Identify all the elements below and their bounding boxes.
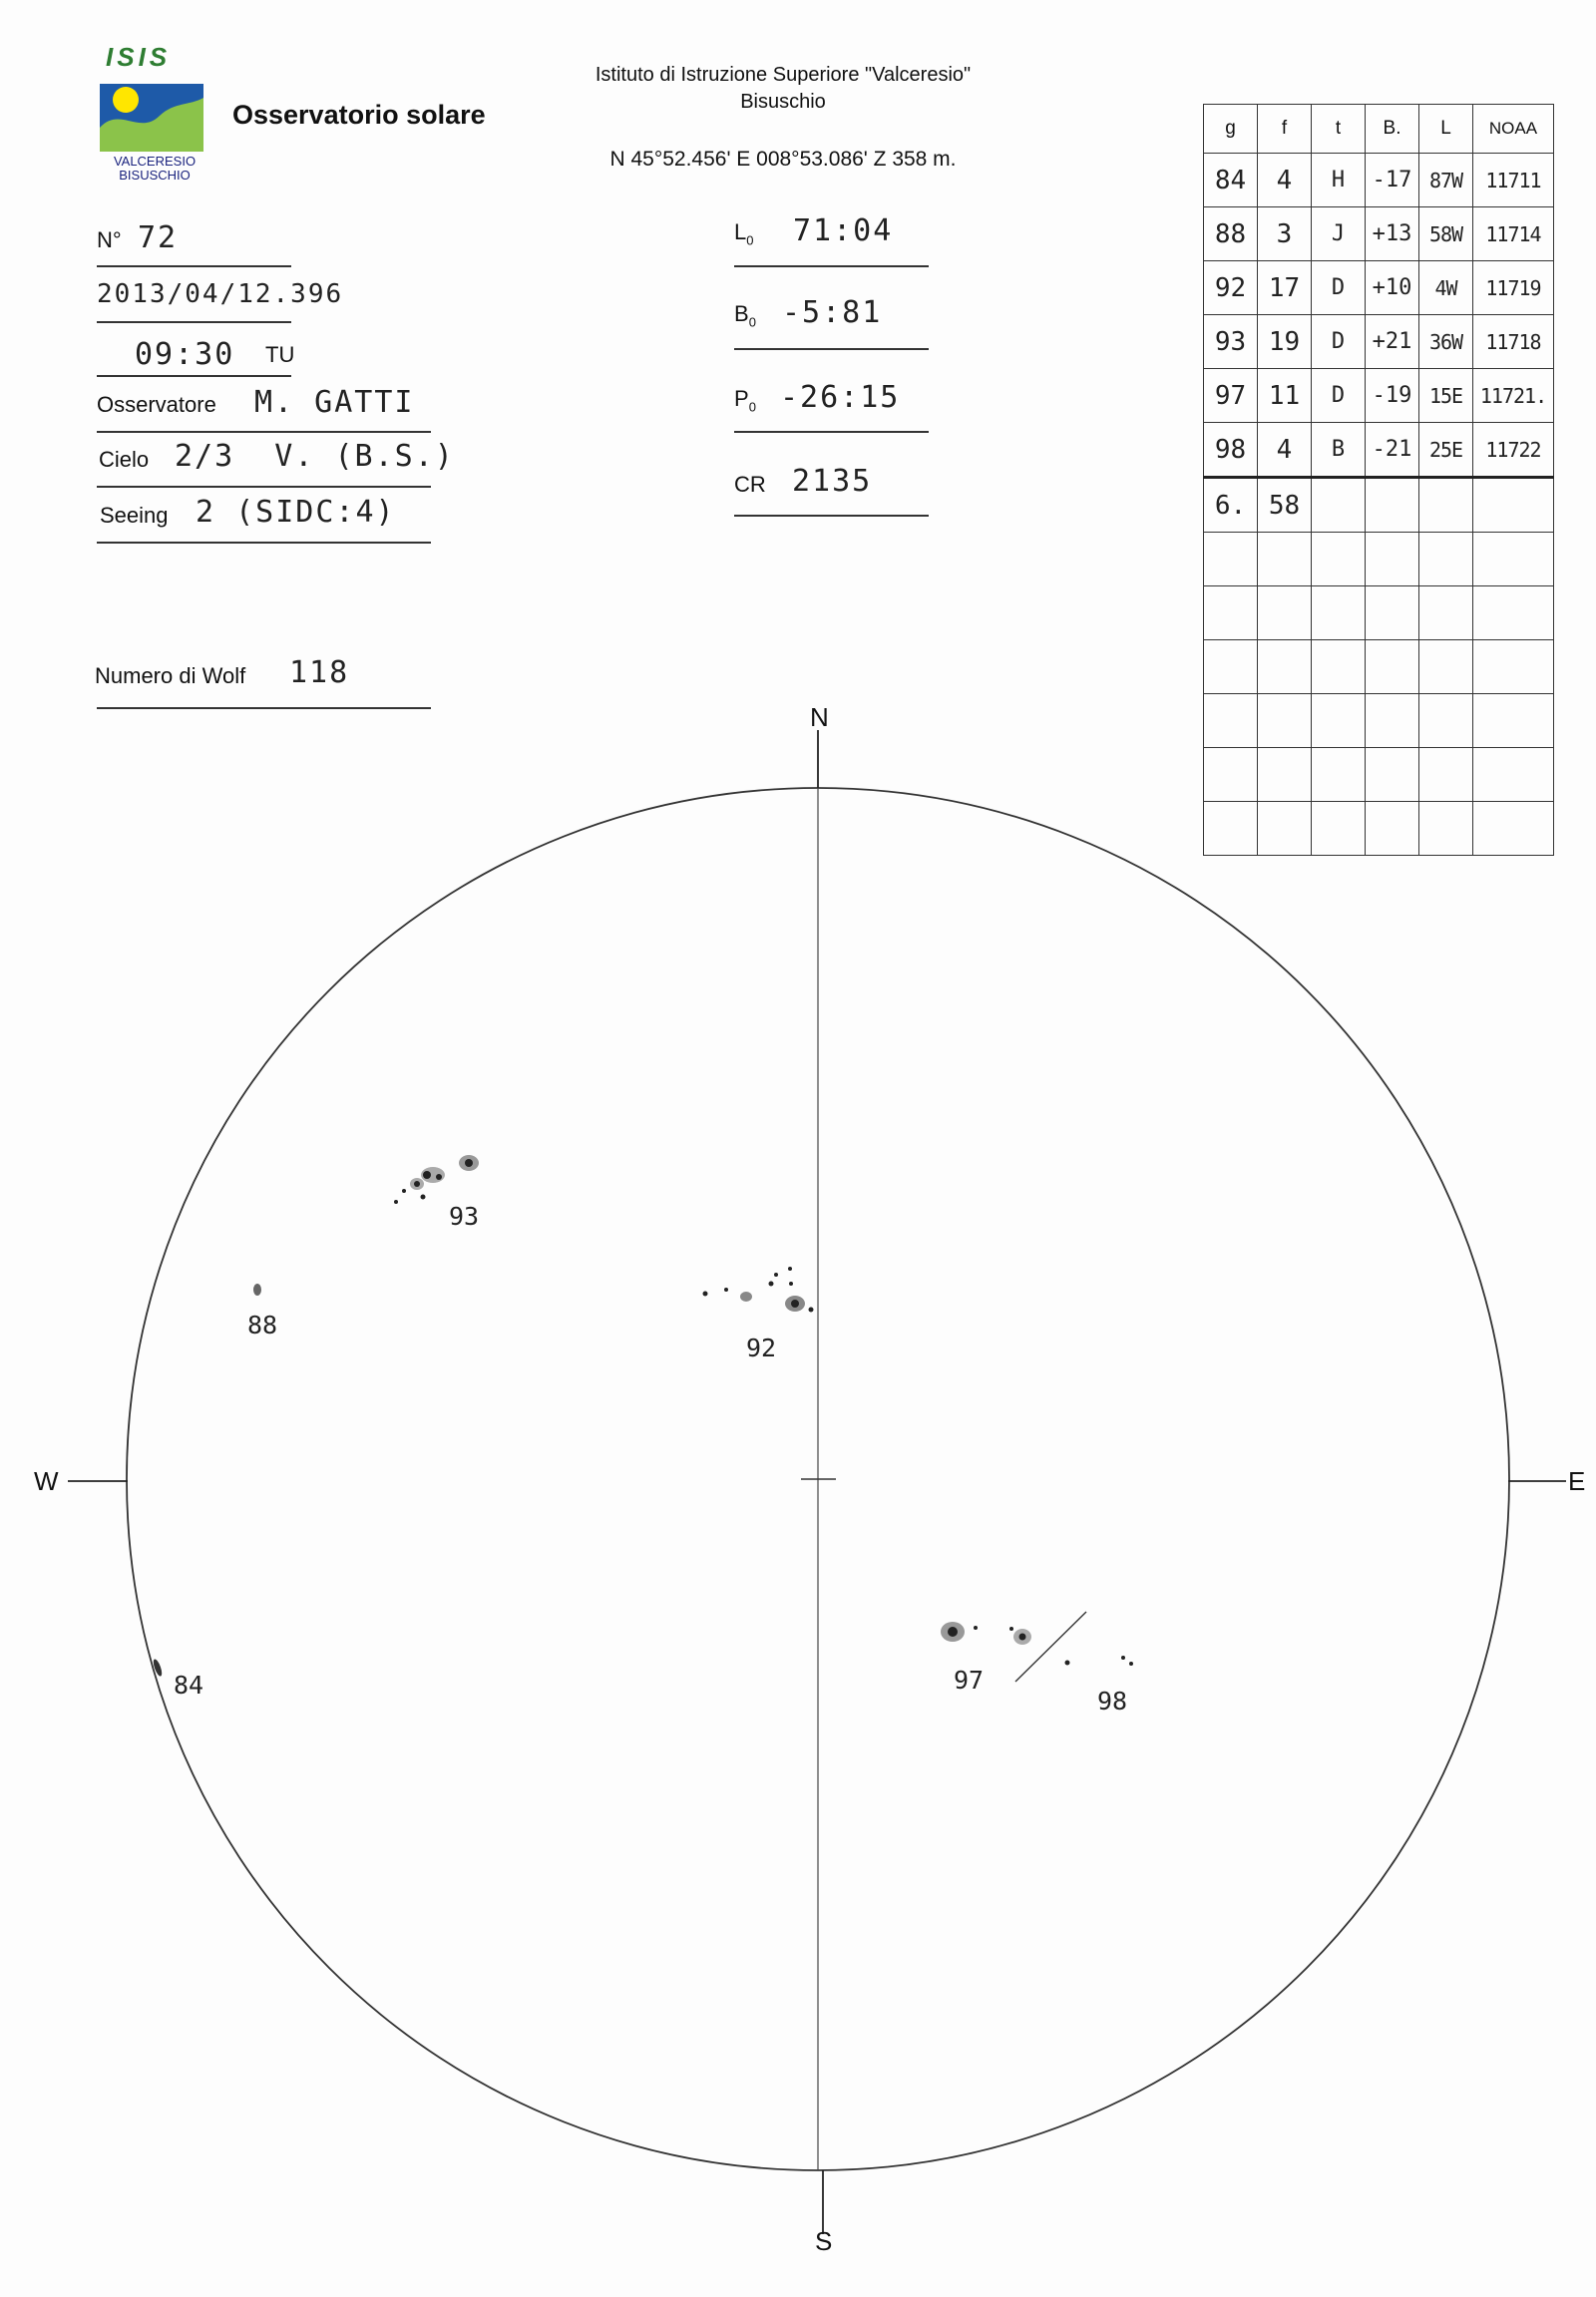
column-header-g: g — [1204, 105, 1258, 154]
l0-value: 71:04 — [793, 213, 894, 248]
cell-f: 17 — [1258, 261, 1312, 315]
cell-noaa: 11719 — [1473, 261, 1554, 315]
umbra — [948, 1627, 958, 1637]
spot — [1009, 1627, 1013, 1631]
group-separator-line — [1015, 1612, 1086, 1682]
number-value: 72 — [138, 220, 179, 255]
spot — [1065, 1661, 1070, 1666]
p0-value: -26:15 — [780, 380, 901, 415]
sunspot-group-97-label: 97 — [954, 1666, 985, 1695]
cell-f: 4 — [1258, 423, 1312, 478]
south-label: S — [815, 2226, 833, 2256]
b0-value: -5:81 — [782, 295, 883, 330]
cell-b: +10 — [1366, 261, 1419, 315]
observer-label: Osservatore — [97, 392, 216, 417]
sky-value: 2/3 V. (B.S.) — [175, 439, 455, 474]
cr-label: CR — [734, 472, 766, 497]
observatory-title: Osservatorio solare — [232, 100, 486, 130]
umbra — [791, 1300, 799, 1308]
spot — [788, 1267, 792, 1271]
cell-l: 87W — [1419, 154, 1473, 207]
cell-l: 36W — [1419, 315, 1473, 369]
cell-f: 4 — [1258, 154, 1312, 207]
sunspot-group-97 — [941, 1622, 1031, 1645]
cell-b: +13 — [1366, 207, 1419, 261]
cell-noaa: 11714 — [1473, 207, 1554, 261]
cell-g: 98 — [1204, 423, 1258, 478]
east-label: E — [1568, 1466, 1586, 1496]
logo-caption-bottom: BISUSCHIO — [119, 168, 191, 183]
sunspot-group-92 — [703, 1267, 814, 1313]
spot — [724, 1288, 728, 1292]
cell-b: -19 — [1366, 369, 1419, 423]
school-name-line-2: Bisuschio — [740, 91, 826, 113]
column-header-b: B. — [1366, 105, 1419, 154]
cell-f: 11 — [1258, 369, 1312, 423]
cell-t: B — [1312, 423, 1366, 478]
umbra — [423, 1171, 431, 1179]
spot — [769, 1282, 774, 1287]
cell-t: D — [1312, 369, 1366, 423]
column-header-l: L — [1419, 105, 1473, 154]
sunspot-group-84-label: 84 — [174, 1671, 204, 1700]
cell-l: 58W — [1419, 207, 1473, 261]
sunspot-group-98 — [1065, 1656, 1134, 1666]
l0-label: $L_0$ — [734, 219, 754, 248]
sunspot-group-93-label: 93 — [449, 1202, 480, 1231]
umbra — [1019, 1634, 1026, 1641]
spot — [740, 1292, 752, 1302]
sunspot-group-93 — [394, 1155, 479, 1204]
spot — [809, 1308, 814, 1313]
cell-l: 25E — [1419, 423, 1473, 478]
cr-value: 2135 — [792, 464, 873, 499]
column-header-t: t — [1312, 105, 1366, 154]
cell-b: -21 — [1366, 423, 1419, 478]
cell-g: 92 — [1204, 261, 1258, 315]
cell-f: 3 — [1258, 207, 1312, 261]
cell-noaa: 11711 — [1473, 154, 1554, 207]
cell-b: -17 — [1366, 154, 1419, 207]
wolf-number-value: 118 — [289, 655, 350, 690]
logo-caption-top: VALCERESIO — [113, 154, 197, 169]
north-label: N — [810, 702, 829, 732]
b0-label: $B_0$ — [734, 301, 756, 330]
seeing-value: 2 (SIDC:4) — [196, 495, 396, 530]
time-value: 09:30 — [135, 337, 235, 372]
number-label: N° — [97, 227, 122, 252]
cell-l: 4W — [1419, 261, 1473, 315]
spot — [1121, 1656, 1125, 1660]
cell-noaa: 11722 — [1473, 423, 1554, 478]
cell-noaa: 11718 — [1473, 315, 1554, 369]
total-groups: 6. — [1204, 478, 1258, 533]
cell-g: 97 — [1204, 369, 1258, 423]
cell-g: 84 — [1204, 154, 1258, 207]
p0-label: $P_0$ — [734, 386, 756, 415]
school-name-line-1: Istituto di Istruzione Superiore "Valceresio" — [595, 64, 972, 86]
cell-noaa: 11721. — [1473, 369, 1554, 423]
cell-f: 19 — [1258, 315, 1312, 369]
spot — [402, 1189, 406, 1193]
cell-l: 15E — [1419, 369, 1473, 423]
wolf-number-label: Numero di Wolf — [95, 663, 246, 688]
spot — [974, 1626, 978, 1630]
spot — [703, 1292, 708, 1297]
umbra — [436, 1174, 442, 1180]
column-header-f: f — [1258, 105, 1312, 154]
date-value: 2013/04/12.396 — [97, 279, 344, 309]
site-coordinates: N 45°52.456' E 008°53.086' Z 358 m. — [609, 148, 957, 171]
umbra — [414, 1181, 420, 1187]
cell-t: D — [1312, 315, 1366, 369]
logo-wordmark: ISIS — [106, 42, 172, 72]
observer-value: M. GATTI — [254, 385, 415, 420]
column-header-noaa: NOAA — [1473, 105, 1554, 154]
seeing-label: Seeing — [100, 503, 169, 528]
spot — [774, 1273, 778, 1277]
spot — [1129, 1662, 1133, 1666]
spot — [394, 1200, 398, 1204]
sunspot-group-92-label: 92 — [746, 1334, 777, 1362]
cell-t: H — [1312, 154, 1366, 207]
sunspot-group-88-label: 88 — [247, 1311, 278, 1340]
cell-b: +21 — [1366, 315, 1419, 369]
cell-t: J — [1312, 207, 1366, 261]
umbra — [465, 1159, 473, 1167]
sunspot-group-98-label: 98 — [1097, 1687, 1128, 1716]
cell-g: 93 — [1204, 315, 1258, 369]
cell-g: 88 — [1204, 207, 1258, 261]
spot — [789, 1282, 793, 1286]
time-unit: TU — [265, 342, 295, 367]
cell-t: D — [1312, 261, 1366, 315]
west-label: W — [34, 1466, 59, 1496]
sunspot-group-88 — [253, 1284, 261, 1296]
sky-label: Cielo — [99, 447, 150, 472]
spot — [253, 1284, 261, 1296]
spot — [421, 1195, 426, 1200]
total-spots: 58 — [1258, 478, 1312, 533]
